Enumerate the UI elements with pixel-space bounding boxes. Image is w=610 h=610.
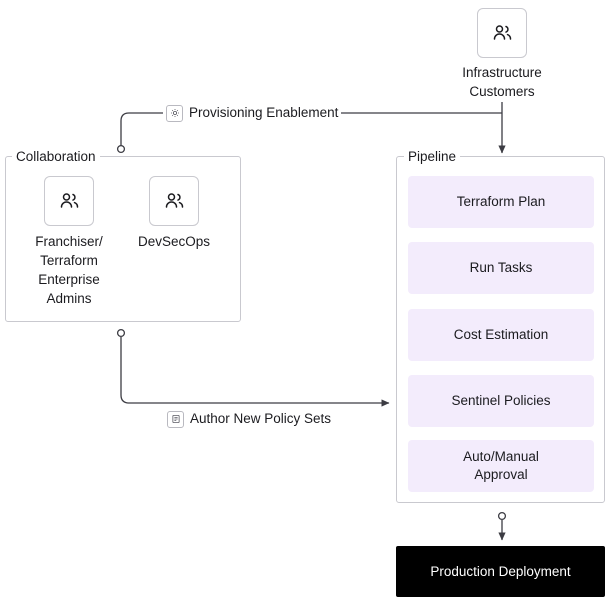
franchiser-admins-label-line1: Franchiser/ [35,234,103,249]
people-icon [490,21,514,45]
franchiser-admins-label-line3: Enterprise [38,272,100,287]
node-devsecops-caption [119,232,229,251]
people-icon [57,189,81,213]
pipeline-stage-terraform-plan-label: Terraform Plan [456,194,546,209]
pipeline-stage-cost-estimation-label: Cost Estimation [453,327,549,342]
node-devsecops[interactable] [149,176,199,226]
pipeline-stage-run-tasks[interactable] [408,242,594,294]
node-infrastructure-customers-caption [427,63,577,101]
node-franchiser-admins-caption [14,232,124,308]
devsecops-label-line1: DevSecOps [137,234,211,249]
pipeline-stage-sentinel-policies[interactable] [408,375,594,427]
group-collaboration-label: Collaboration [12,149,100,164]
pipeline-stage-cost-estimation[interactable] [408,309,594,361]
node-franchiser-terraform-enterprise-admins[interactable] [44,176,94,226]
pipeline-stage-run-tasks-label: Run Tasks [469,260,533,275]
edge-label-author-new-policy-sets [164,409,334,429]
franchiser-admins-label-line4: Admins [46,291,92,306]
group-pipeline-label: Pipeline [404,149,460,164]
node-production-deployment[interactable] [396,546,605,597]
edge-label-author-new-policy-sets-text: Author New Policy Sets [190,411,332,426]
pipeline-stage-auto-manual-approval-label-line2: Approval [474,467,528,482]
edge-label-provisioning-enablement [163,103,341,123]
gear-icon [166,105,183,122]
pipeline-stage-terraform-plan[interactable] [408,176,594,228]
people-icon [162,189,186,213]
document-icon [167,411,184,428]
infrastructure-customers-label-line2: Customers [469,84,535,99]
production-deployment-label: Production Deployment [430,564,571,579]
node-infrastructure-customers[interactable] [477,8,527,58]
franchiser-admins-label-line2: Terraform [40,253,98,268]
pipeline-stage-sentinel-policies-label: Sentinel Policies [451,393,551,408]
pipeline-stage-auto-manual-approval[interactable] [408,440,594,492]
pipeline-stage-auto-manual-approval-label-line1: Auto/Manual [463,449,539,464]
infrastructure-customers-label-line1: Infrastructure [462,65,542,80]
edge-label-provisioning-enablement-text: Provisioning Enablement [189,105,339,120]
